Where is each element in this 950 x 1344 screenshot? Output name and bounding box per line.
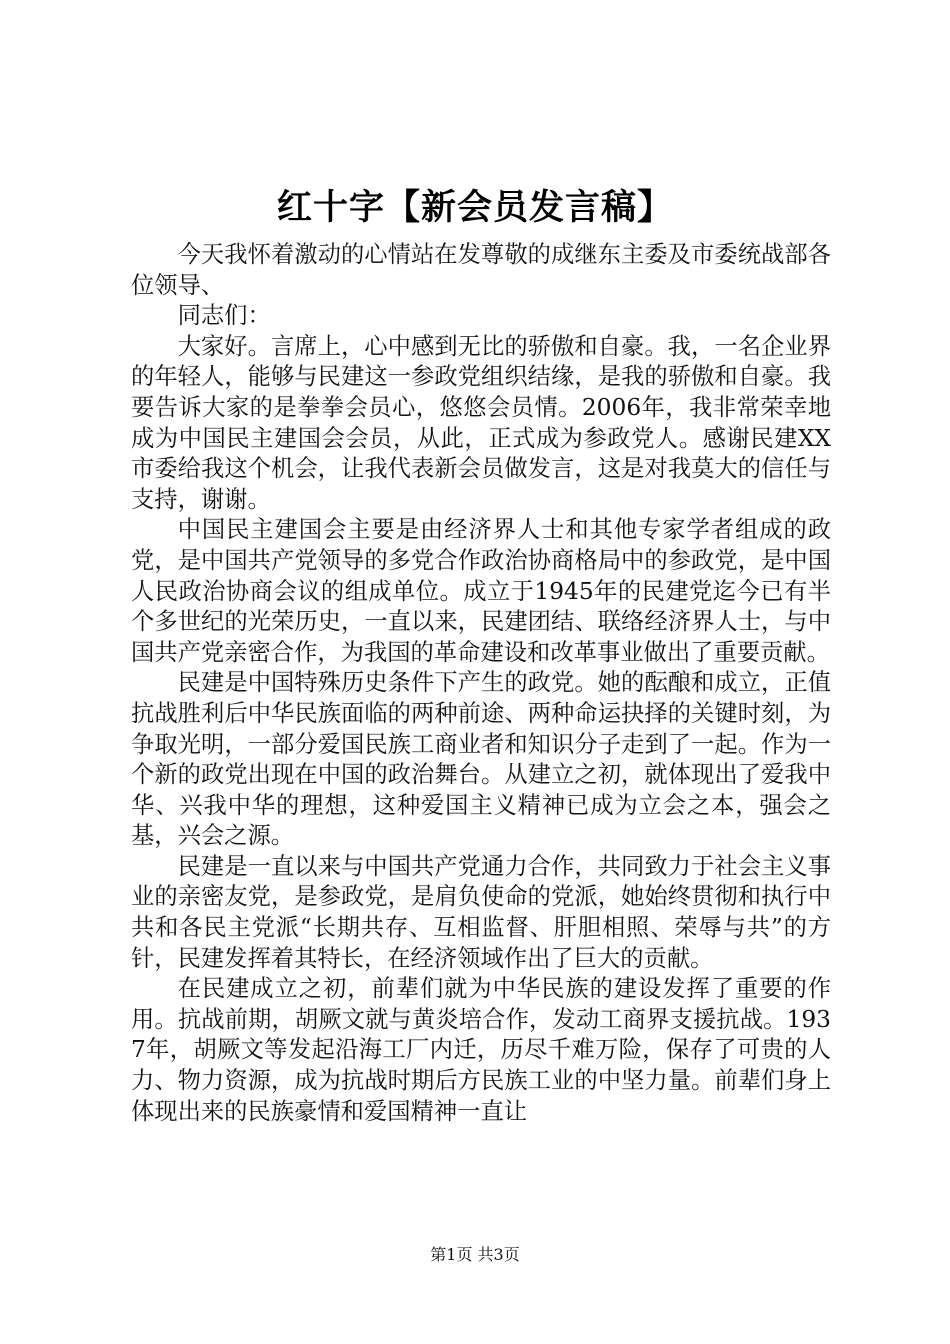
page-number-footer: 第1页 共3页 [430, 1245, 520, 1264]
paragraph-party-cooperation: 民建是一直以来与中国共产党通力合作，共同致力于社会主义事业的亲密友党，是参政党，是肩负使命的党派，她始终贯彻和执行中共和各民主党派“长期共存、互相监督、肝胆相照、荣辱与共”的方针，民建发挥着其特长，在经济领域作出了巨大的贡献。 [131, 852, 831, 972]
document-body [131, 240, 831, 1127]
paragraph-party-history: 民建是中国特殊历史条件下产生的政党。她的酝酿和成立，正值抗战胜利后中华民族面临的两种前途、两种命运抉择的关键时刻，为争取光明，一部分爱国民族工商业者和知识分子走到了一起。作为一个新的政党出现在中国的政治舞台。从建立之初，就体现出了爱我中华、兴我中华的理想，这种爱国主义精神已成为立会之本，强会之基，兴会之源。 [131, 669, 831, 850]
paragraph-predecessors: 在民建成立之初，前辈们就为中华民族的建设发挥了重要的作用。抗战前期，胡厥文就与黄炎培合作，发动工商界支援抗战。1937年，胡厥文等发起沿海工厂内迁，历尽千难万险，保存了可贵的人力、物力资源，成为抗战时期后方民族工业的中坚力量。前辈们身上体现出来的民族豪情和爱国精神一直让 [131, 975, 831, 1125]
document-title: 红十字【新会员发言稿】 [276, 188, 673, 228]
paragraph-salutation: 同志们： [177, 302, 271, 330]
paragraph-party-overview: 中国民主建国会主要是由经济界人士和其他专家学者组成的政党，是中国共产党领导的多党合作政治协商格局中的参政党，是中国人民政治协商会议的组成单位。成立于1945年的民建党迄今已有半个多世纪的光荣历史，一直以来，民建团结、联络经济界人士，与中国共产党亲密合作，为我国的革命建设和改革事业做出了重要贡献。 [131, 516, 831, 666]
paragraph-greeting: 大家好。言席上，心中感到无比的骄傲和自豪。我，一名企业界的年轻人，能够与民建这一参政党组织结缘，是我的骄傲和自豪。我要告诉大家的是拳拳会员心，悠悠会员情。2006年，我非常荣幸地成为中国民主建国会会员，从此，正式成为参政党人。感谢民建XX市委给我这个机会，让我代表新会员做发言，这是对我莫大的信任与支持，谢谢。 [131, 332, 831, 513]
paragraph-intro: 今天我怀着激动的心情站在发尊敬的成继东主委及市委统战部各位领导、 [131, 241, 831, 299]
